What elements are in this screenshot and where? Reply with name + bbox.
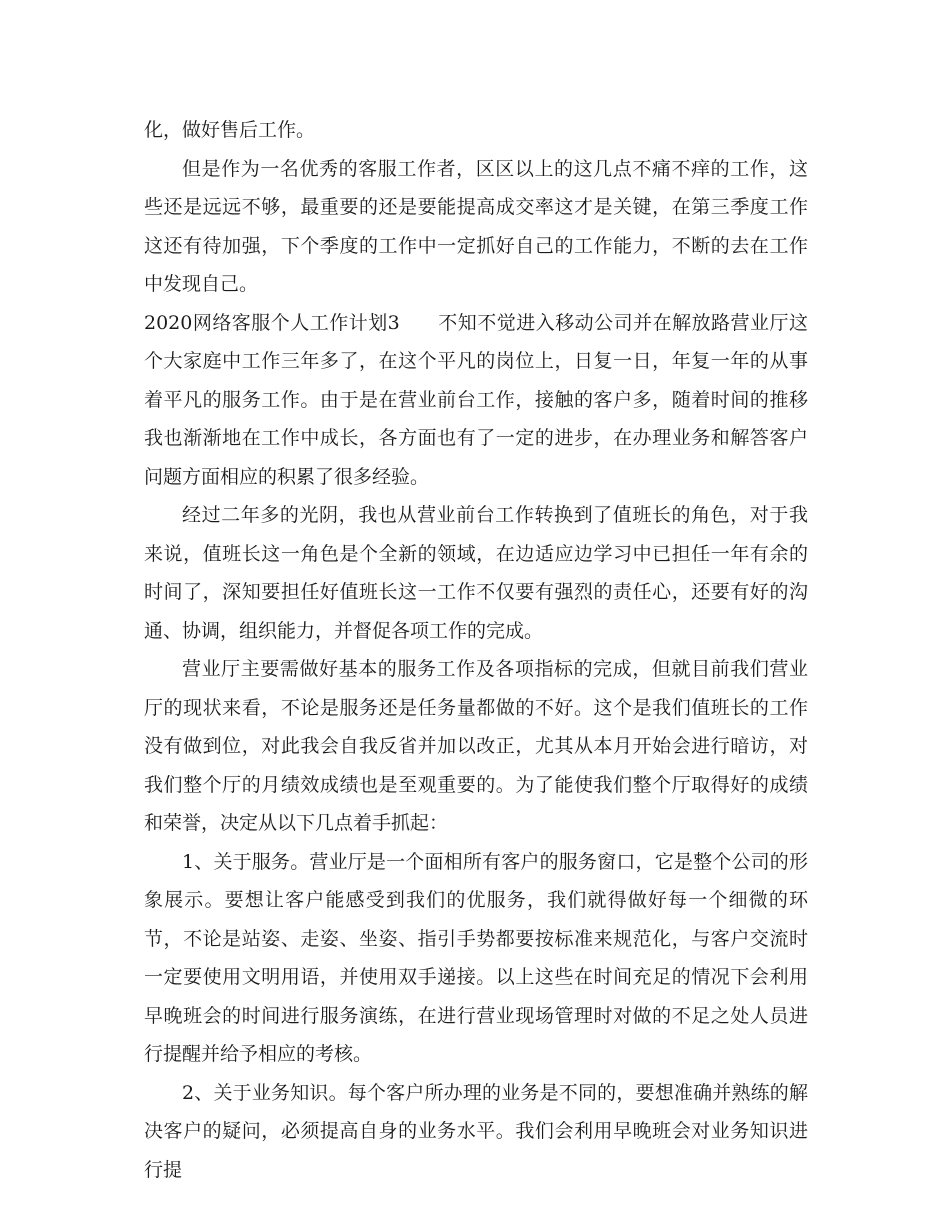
paragraph-1: 化，做好售后工作。 — [144, 119, 316, 141]
paragraph-3 — [144, 304, 808, 497]
section-title: 2020网络客服个人工作计划3 — [144, 311, 400, 334]
paragraph-6: 1、关于服务。营业厅是一个面相所有客户的服务窗口，它是整个公司的形象展示。要想让客户能感受到我们的优服务，我们就得做好每一个细微的环节，不论是站姿、走姿、坐姿、指引手势都要按标准来规范化，与客户交流时一定要使用文明用语，并使用双手递接。以上这些在时间充足的情况下会利用早晚班会的时间进行服务演练，在进行营业现场管理时对做的不足之处人员进行提醒并给予相应的考核。 — [144, 850, 808, 1065]
paragraph-5: 营业厅主要需做好基本的服务工作及各项指标的完成，但就目前我们营业厅的现状来看，不论是服务还是任务量都做的不好。这个是我们值班长的工作没有做到位，对此我会自我反省并加以改正，尤其从本月开始会进行暗访，对我们整个厅的月绩效成绩也是至观重要的。为了能使我们整个厅取得好的成绩和荣誉，决定从以下几点着手抓起： — [144, 658, 808, 834]
paragraph-2: 但是作为一名优秀的客服工作者，区区以上的这几点不痛不痒的工作，这些还是远远不够，最重要的还是要能提高成交率这才是关键，在第三季度工作这还有待加强，下个季度的工作中一定抓好自己的工作能力，不断的去在工作中发现自己。 — [144, 157, 808, 295]
paragraph-7: 2、关于业务知识。每个客户所办理的业务是不同的，要想准确并熟练的解决客户的疑问，必须提高自身的业务水平。我们会利用早晚班会对业务知识进行提 — [144, 1081, 808, 1181]
paragraph-3-text: 不知不觉进入移动公司并在解放路营业厅这个大家庭中工作三年多了，在这个平凡的岗位上，日复一日，年复一年的从事着平凡的服务工作。由于是在营业前台工作，接触的客户多，随着时间的推移我也渐渐地在工作中成长，各方面也有了一定的进步，在办理业务和解答客户问题方面相应的积累了很多经验。 — [144, 311, 808, 488]
paragraph-4: 经过二年多的光阴，我也从营业前台工作转换到了值班长的角色，对于我来说，值班长这一角色是个全新的领域，在边适应边学习中已担任一年有余的时间了，深知要担任好值班长这一工作不仅要有强烈的责任心，还要有好的沟通、协调，组织能力，并督促各项工作的完成。 — [144, 504, 808, 642]
document-body — [144, 111, 808, 1189]
